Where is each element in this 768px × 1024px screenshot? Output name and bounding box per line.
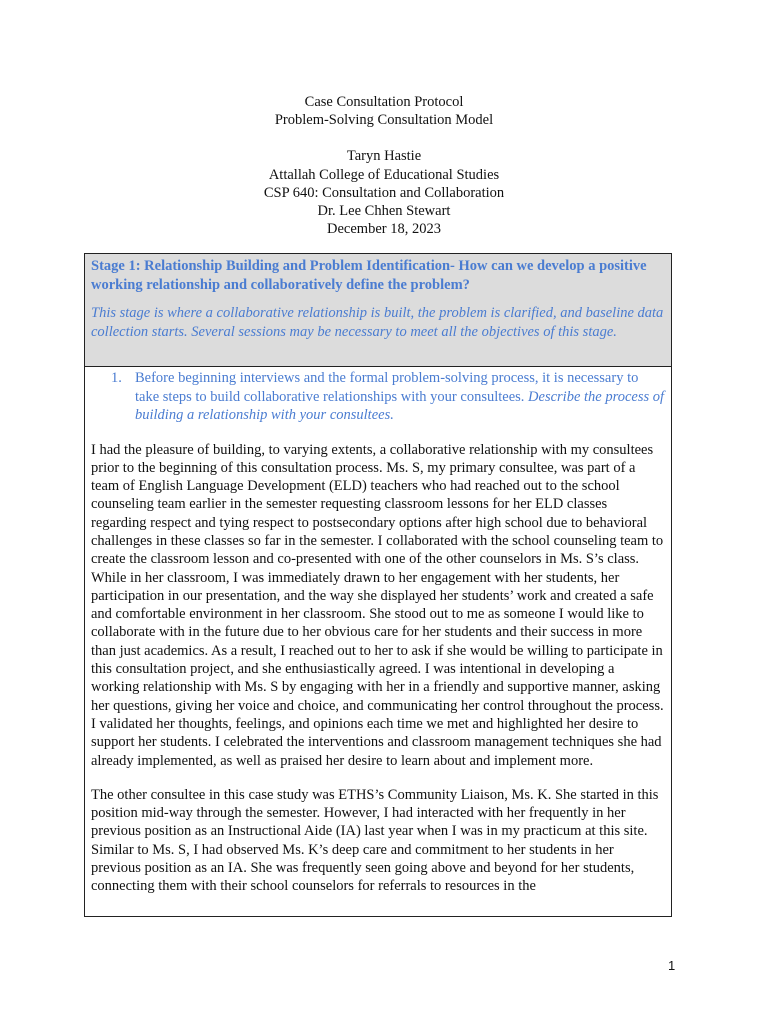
college-name: Attallah College of Educational Studies	[268, 166, 500, 183]
stage-description: This stage is where a collaborative relationship is built, the problem is clarified, and baseline data collection starts. Several sessions may be necessary to meet all the objectives of this stage.	[91, 305, 664, 340]
document-title-block	[0, 93, 768, 238]
question-text: Before beginning interviews and the formal problem-solving process, it is necessary to take steps to build collaborative relationships with your consultees.	[135, 370, 639, 405]
stage-heading: Stage 1: Relationship Building and Problem Identification- How can we develop a positive working relationship and collaboratively define the problem?	[91, 258, 647, 293]
question-number: 1.	[111, 370, 122, 386]
stage-table	[84, 253, 672, 917]
doc-date: December 18, 2023	[327, 221, 441, 238]
response-paragraph: The other consultee in this case study was ETHS’s Community Liaison, Ms. K. She started in this position mid-way through the semester. However, I had interacted with her frequently in her previous position as an Instructional Aide (IA) last year when I was in my practicum at this site. Similar to Ms. S, I had observed Ms. K’s deep care and commitment to her students in her previous position as an IA. She was frequently seen going above and beyond for her students, connecting them with their school counselors for referrals to resources in the	[91, 786, 659, 895]
instructor-name: Dr. Lee Chhen Stewart	[317, 203, 451, 220]
question-text-wrap	[135, 369, 665, 425]
doc-subtitle: Problem-Solving Consultation Model	[274, 112, 494, 129]
author-name: Taryn Hastie	[346, 148, 422, 165]
doc-title: Case Consultation Protocol	[304, 94, 464, 110]
question-item	[85, 367, 671, 425]
stage-header-cell	[85, 254, 671, 367]
page-number: 1	[668, 958, 676, 973]
question-prompt: Describe the process of building a relationship with your consultees.	[135, 388, 665, 423]
course-name: CSP 640: Consultation and Collaboration	[263, 184, 505, 201]
response-body	[85, 441, 671, 896]
response-paragraph: I had the pleasure of building, to varying extents, a collaborative relationship with my consultees prior to the beginning of this consultation process. Ms. S, my primary consultee, was part of a team of English Language Development (ELD) teachers who had reached out to the school counseling team earlier in the semester requesting classroom lessons for her ELD classes regarding respect and tying respect to postsecondary options after high school due to behavioral challenges in these classes so far in the semester. I collaborated with the school counseling team to create the classroom lesson and co-presented with one of the other counselors in Ms. S’s class. While in her classroom, I was immediately drawn to her engagement with her students, her participation in our presentation, and the way she displayed her students’ work and created a safe and comfortable environment in her classroom. She stood out to me as someone I would like to collaborate with in the future due to her obvious care for her students and their success in more than just academics. As a result, I reached out to her to ask if she would be willing to participate in this consultation project, and she enthusiastically agreed. I was intentional in developing a working relationship with Ms. S by engaging with her in a friendly and supportive manner, asking her questions, giving her voice and choice, and communicating her control throughout the process. I validated her thoughts, feelings, and opinions each time we met and highlighted her desire to support her students. I celebrated the interventions and classroom management techniques she had already implemented, as well as praised her desire to learn about and implement more.	[91, 441, 664, 769]
